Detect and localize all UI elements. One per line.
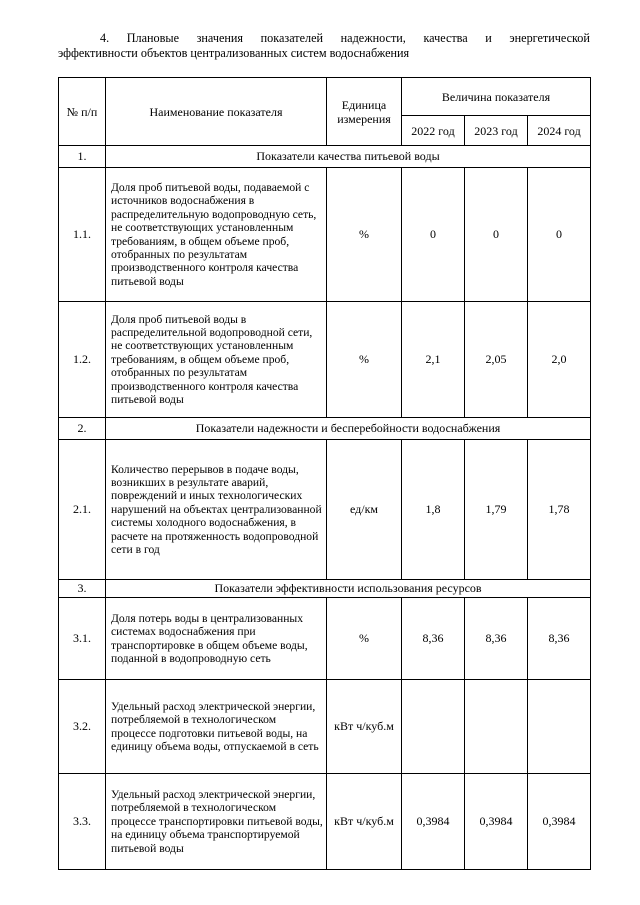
header-name: Наименование показателя: [106, 78, 327, 146]
header-year-2024: 2024 год: [528, 116, 591, 146]
indicator-num: 1.1.: [59, 168, 106, 302]
section-row: [59, 418, 591, 440]
indicator-row: [59, 440, 591, 580]
value-2022: 0: [402, 168, 465, 302]
value-2024: 8,36: [528, 598, 591, 680]
value-2022: 1,8: [402, 440, 465, 580]
heading-word: значения: [196, 31, 244, 45]
indicator-name: Доля проб питьевой воды в распределительной водопроводной сети, не соответствующих установленным требованиям, в общем объеме проб, отобранных по результатам производственного контроля качества питьевой воды: [106, 302, 327, 418]
section-title: Показатели надежности и бесперебойности водоснабжения: [106, 418, 591, 440]
section-row: [59, 580, 591, 598]
indicator-unit: %: [327, 302, 402, 418]
indicator-name: Удельный расход электрической энергии, потребляемой в технологическом процессе транспортировки питьевой воды, на единицу объема транспортируемой питьевой воды: [106, 774, 327, 870]
section-title: Показатели качества питьевой воды: [106, 146, 591, 168]
heading-word: надежности,: [340, 31, 406, 45]
indicator-row: [59, 598, 591, 680]
heading-word: показателей: [260, 31, 324, 45]
indicator-num: 3.2.: [59, 680, 106, 774]
value-2023: 8,36: [465, 598, 528, 680]
value-2024: 0: [528, 168, 591, 302]
indicator-unit: %: [327, 598, 402, 680]
value-2023: 0: [465, 168, 528, 302]
section-num: 3.: [59, 580, 106, 598]
value-2023: 2,05: [465, 302, 528, 418]
indicator-row: [59, 302, 591, 418]
value-2024: 0,3984: [528, 774, 591, 870]
document-heading: [58, 31, 590, 61]
indicator-name: Удельный расход электрической энергии, потребляемой в технологическом процессе подготовки питьевой воды, на единицу объема воды, отпускаемой в сеть: [106, 680, 327, 774]
indicator-name: Доля проб питьевой воды, подаваемой с источников водоснабжения в распределительную водопроводную сеть, не соответствующих установленным требованиям, в общем объеме проб, отобранных по результатам производственного контроля качества питьевой воды: [106, 168, 327, 302]
value-2024: [528, 680, 591, 774]
indicator-unit: ед/км: [327, 440, 402, 580]
value-2022: 2,1: [402, 302, 465, 418]
value-2023: 1,79: [465, 440, 528, 580]
indicator-num: 1.2.: [59, 302, 106, 418]
value-2024: 2,0: [528, 302, 591, 418]
indicator-num: 3.3.: [59, 774, 106, 870]
header-year-2022: 2022 год: [402, 116, 465, 146]
indicator-row: [59, 168, 591, 302]
heading-word: и: [485, 31, 492, 45]
header-num: № п/п: [59, 78, 106, 146]
header-value: Величина показателя: [402, 78, 591, 116]
indicator-row: [59, 774, 591, 870]
value-2022: [402, 680, 465, 774]
indicators-table: [58, 77, 591, 870]
value-2022: 8,36: [402, 598, 465, 680]
indicator-num: 3.1.: [59, 598, 106, 680]
indicator-unit: кВт ч/куб.м: [327, 680, 402, 774]
section-title: Показатели эффективности использования ресурсов: [106, 580, 591, 598]
header-year-2023: 2023 год: [465, 116, 528, 146]
section-row: [59, 146, 591, 168]
value-2023: 0,3984: [465, 774, 528, 870]
value-2022: 0,3984: [402, 774, 465, 870]
value-2023: [465, 680, 528, 774]
value-2024: 1,78: [528, 440, 591, 580]
indicator-name: Доля потерь воды в централизованных системах водоснабжения при транспортировке в общем объеме воды, поданной в водопроводную сеть: [106, 598, 327, 680]
heading-word: 4.: [100, 31, 110, 45]
indicator-unit: кВт ч/куб.м: [327, 774, 402, 870]
section-num: 1.: [59, 146, 106, 168]
indicator-num: 2.1.: [59, 440, 106, 580]
section-num: 2.: [59, 418, 106, 440]
indicator-name: Количество перерывов в подаче воды, возникших в результате аварий, повреждений и иных технологических нарушений на объектах централизованной системы холодного водоснабжения, в расчете на протяженность водопроводной сети в год: [106, 440, 327, 580]
heading-word: энергетической: [509, 31, 590, 45]
heading-word: Плановые: [126, 31, 179, 45]
header-unit: Единица измерения: [327, 78, 402, 146]
heading-word: качества: [423, 31, 468, 45]
heading-line-2: эффективности объектов централизованных систем водоснабжения: [58, 46, 410, 60]
indicator-unit: %: [327, 168, 402, 302]
indicator-row: [59, 680, 591, 774]
